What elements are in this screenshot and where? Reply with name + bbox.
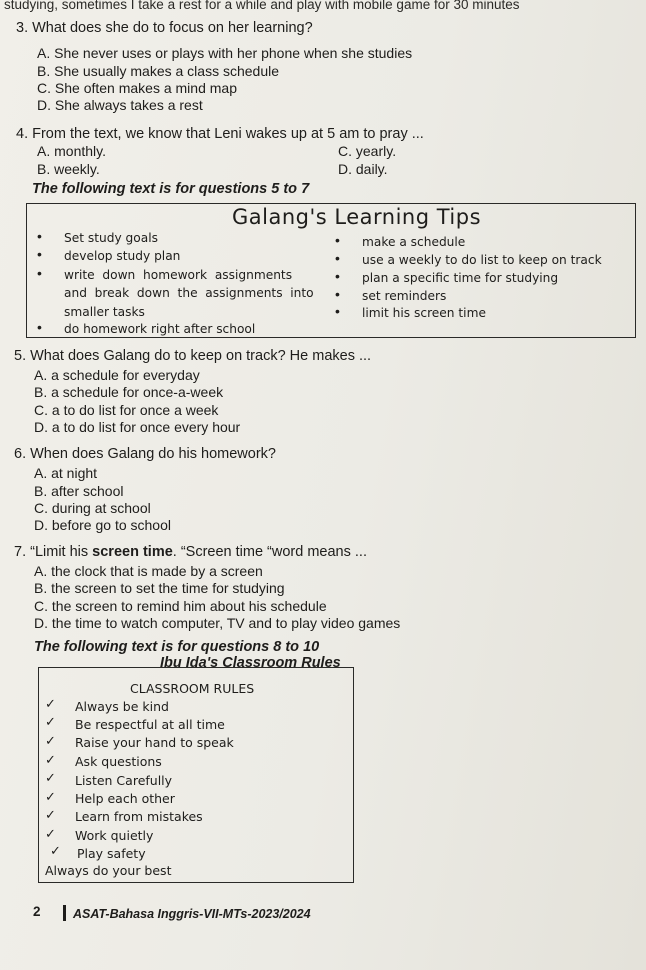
rule-item: Listen Carefully [75,773,173,788]
q6-option-b: B. after school [34,483,124,499]
checkmark-icon: ✓ [45,826,56,841]
q7-option-c: C. the screen to remind him about his schedule [34,598,327,614]
q4-option-b: B. weekly. [37,161,100,177]
checkmark-icon: ✓ [45,807,56,822]
tip-right-item: limit his screen time [362,306,486,320]
checkmark-icon: ✓ [45,789,56,804]
rule-item: Play safety [77,846,146,861]
q6-option-d: D. before go to school [34,517,171,533]
q6-option-c: C. during at school [34,500,151,516]
bullet-icon: • [335,268,340,284]
checkmark-icon: ✓ [45,752,56,767]
q5-option-a: A. a schedule for everyday [34,367,200,383]
q5-option-c: C. a to do list for once a week [34,402,219,418]
footer-code: ASAT-Bahasa Inggris-VII-MTs-2023/2024 [73,907,311,921]
rule-item: Be respectful at all time [75,717,225,732]
q7-text-bold: screen time [92,544,173,560]
q5-option-d: D. a to do list for once every hour [34,419,241,435]
q7-option-a: A. the clock that is made by a screen [34,563,263,579]
tip-right-item: make a schedule [362,235,466,249]
q7-text-start: 7. “Limit his [14,544,93,560]
tip-left-item: develop study plan [64,249,181,263]
q4-option-a: A. monthly. [37,143,106,159]
question-4: 4. From the text, we know that Leni wakes up at 5 am to pray ... [16,126,424,142]
q3-option-c: C. She often makes a mind map [37,80,237,96]
tip-left-item: smaller tasks [64,305,145,319]
tip-left-item: write down homework assignments [64,268,293,282]
q7-text-end: . “Screen time “word means ... [172,544,367,560]
bullet-icon: • [37,246,42,262]
section-heading-5-7: The following text is for questions 5 to 7 [32,181,310,197]
checkmark-icon: ✓ [45,714,56,729]
bullet-icon: • [37,319,42,335]
bullet-icon: • [335,303,340,319]
rule-item: Ask questions [75,754,162,769]
question-7 [14,544,367,560]
checkmark-icon: ✓ [45,696,56,711]
rules-title: CLASSROOM RULES [130,681,255,696]
top-line-text: studying, sometimes I take a rest for a while and play with mobile game for 30 minutes [4,0,520,12]
q3-option-a: A. She never uses or plays with her phone when she studies [37,45,413,61]
checkmark-icon: ✓ [45,770,56,785]
q6-option-a: A. at night [34,465,98,481]
tip-left-item: and break down the assignments into [64,286,314,300]
question-6: 6. When does Galang do his homework? [14,446,276,462]
rule-item: Raise your hand to speak [75,735,234,750]
checkmark-icon: ✓ [45,733,56,748]
rule-item: Learn from mistakes [75,809,203,824]
footer-divider [63,905,66,921]
tip-left-item: Set study goals [64,231,158,245]
bullet-icon: • [37,228,42,244]
q4-option-c: C. yearly. [338,143,397,159]
section-subheading: Ibu Ida's Classroom Rules [160,655,341,671]
tips-title: Galang's Learning Tips [232,205,482,229]
tip-right-item: set reminders [362,289,447,303]
question-3: 3. What does she do to focus on her learning? [16,20,313,36]
bullet-icon: • [335,250,340,266]
question-5: 5. What does Galang do to keep on track? He makes ... [14,348,372,364]
bullet-icon: • [335,286,340,302]
checkmark-icon: ✓ [50,843,61,858]
bullet-icon: • [37,265,42,281]
tip-right-item: plan a specific time for studying [362,271,559,285]
q5-option-b: B. a schedule for once-a-week [34,384,224,400]
page-number: 2 [33,904,41,919]
tip-right-item: use a weekly to do list to keep on track [362,253,602,267]
q3-option-d: D. She always takes a rest [37,97,203,113]
bullet-icon: • [335,232,340,248]
rule-item: Help each other [75,791,175,806]
section-heading-8-10: The following text is for questions 8 to 10 [34,639,320,655]
rules-closing: Always do your best [45,863,172,878]
q3-option-b: B. She usually makes a class schedule [37,63,280,79]
rule-item: Work quietly [75,828,154,843]
rule-item: Always be kind [75,699,169,714]
q7-option-d: D. the time to watch computer, TV and to play video games [34,615,401,631]
tip-left-item: do homework right after school [64,322,256,336]
q7-option-b: B. the screen to set the time for studying [34,580,285,596]
q4-option-d: D. daily. [338,161,388,177]
